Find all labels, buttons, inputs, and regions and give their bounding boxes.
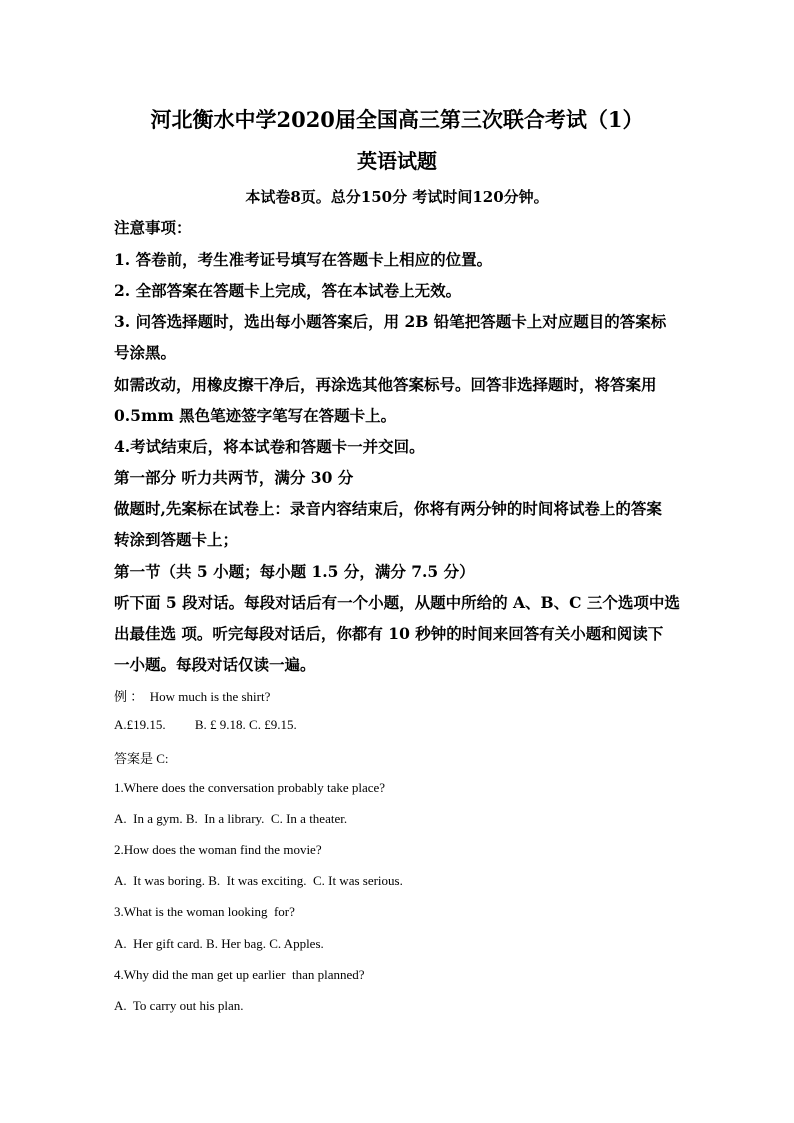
question-4-options: A. To carry out his plan. xyxy=(114,998,244,1013)
part1-heading: 第一部分 听力共两节，满分 30 分 xyxy=(114,468,354,487)
notice-line-4a: 如需改动，用橡皮擦干净后，再涂选其他答案标号。回答非选择题时，将答案用 xyxy=(114,375,657,394)
part1-instructions-a: 做题时,先案标在试卷上：录音内容结束后，你将有两分钟的时间将试卷上的答案 xyxy=(114,499,662,518)
notice-line-2: 2. 全部答案在答题卡上完成，答在本试卷上无效。 xyxy=(114,281,462,300)
question-4: 4.Why did the man get up earlier than planned? xyxy=(114,967,365,982)
question-3-options: A. Her gift card. B. Her bag. C. Apples. xyxy=(114,936,324,951)
notice-heading: 注意事项： xyxy=(114,218,192,237)
exam-title: 河北衡水中学2020届全国高三第三次联合考试（1） xyxy=(150,107,644,132)
question-3: 3.What is the woman looking for? xyxy=(114,904,295,919)
section1-instructions-c: 一小题。每段对话仅读一遍。 xyxy=(114,655,316,674)
section1-heading: 第一节（共 5 小题；每小题 1.5 分，满分 7.5 分） xyxy=(114,562,475,581)
example-options: A.£19.15. B. £ 9.18. C. £9.15. xyxy=(114,717,297,732)
question-1-options: A. In a gym. B. In a library. C. In a theater. xyxy=(114,811,348,826)
notice-line-3b: 号涂黑。 xyxy=(114,343,177,362)
question-2-options: A. It was boring. B. It was exciting. C. It was serious. xyxy=(114,873,403,888)
exam-info: 本试卷8页。总分150分 考试时间120分钟。 xyxy=(245,188,549,206)
notice-line-4b: 0.5mm 黑色笔迹签字笔写在答题卡上。 xyxy=(114,406,397,425)
exam-subtitle: 英语试题 xyxy=(357,149,437,173)
notice-line-1: 1. 答卷前，考生准考证号填写在答题卡上相应的位置。 xyxy=(114,250,493,269)
section1-instructions-b: 出最佳选 项。听完每段对话后，你都有 10 秒钟的时间来回答有关小题和阅读下 xyxy=(114,624,664,643)
question-1: 1.Where does the conversation probably take place? xyxy=(114,780,386,795)
section1-instructions-a: 听下面 5 段对话。每段对话后有一个小题，从题中所给的 A、B、C 三个选项中选 xyxy=(114,593,680,612)
part1-instructions-b: 转涂到答题卡上； xyxy=(114,530,239,549)
example-question: 例 ： How much is the shirt? xyxy=(114,689,271,704)
question-2: 2.How does the woman find the movie? xyxy=(114,842,322,857)
notice-line-5: 4.考试结束后，将本试卷和答题卡一并交回。 xyxy=(114,437,425,456)
example-answer: 答案是 C: xyxy=(114,751,169,766)
notice-line-3a: 3. 问答选择题时，选出每小题答案后，用 2B 铅笔把答题卡上对应题目的答案标 xyxy=(114,312,667,331)
